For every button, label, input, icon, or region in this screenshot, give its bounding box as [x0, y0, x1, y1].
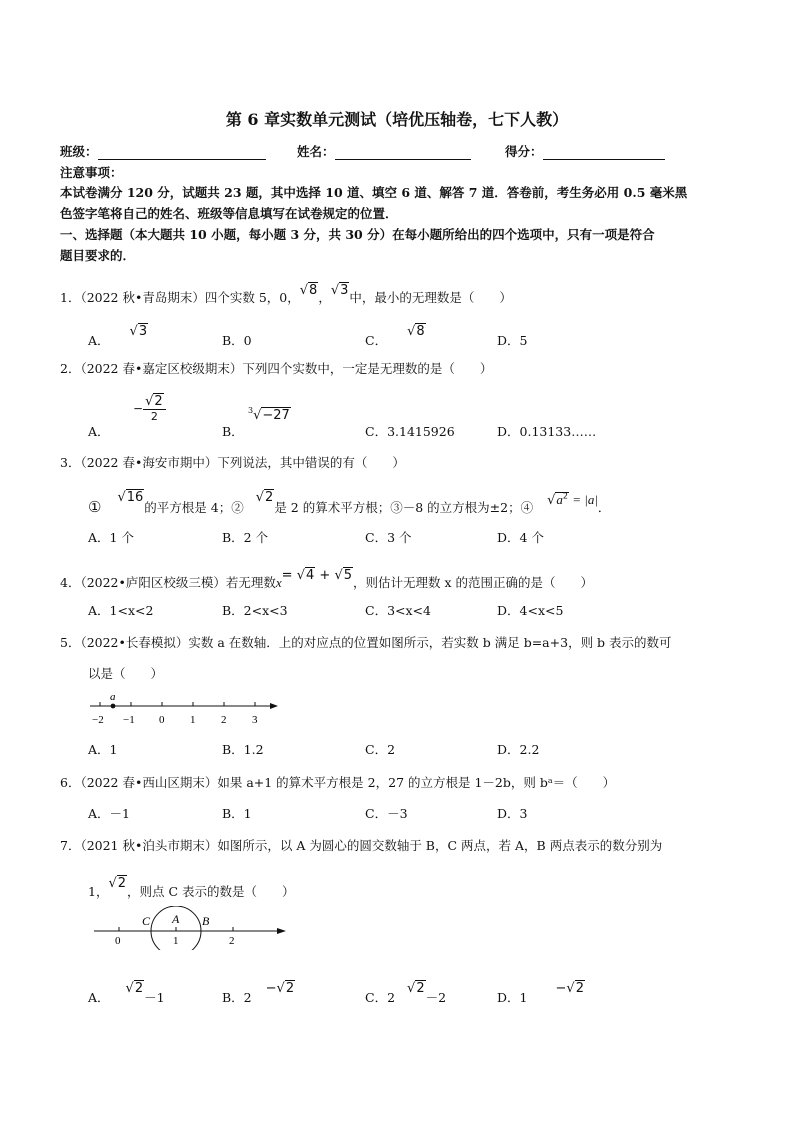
question-5-line-2: 以是（ ） [88, 666, 164, 681]
q5-point-label: a [110, 691, 116, 703]
question-3-stem: 3．（2022 春•海安市期中）下列说法，其中错误的有（ ） [60, 455, 405, 470]
q7-circle-figure [88, 906, 293, 950]
q6-option-b[interactable]: B．1 [222, 806, 252, 821]
q5-option-b[interactable]: B．1.2 [222, 742, 264, 757]
question-4-stem: 4．（2022•庐阳区校级三模）若无理数x= √4 + √5，则估计无理数 x 的范围正确的是（ ） [60, 568, 594, 590]
q1-option-a[interactable]: A．√3 [88, 324, 148, 348]
q3-option-c[interactable]: C．3 个 [365, 530, 412, 545]
q5-tick-label: 3 [252, 714, 258, 726]
q1-separator: ， [318, 290, 331, 305]
class-label: 班级： [60, 144, 98, 159]
notice-line-2: 色签字笔将自己的姓名、班级等信息填写在试卷规定的位置． [60, 206, 398, 221]
q6-option-c[interactable]: C．－3 [365, 806, 408, 821]
q1-sqrt3: √3 [330, 283, 349, 298]
q7-label-b: B [202, 914, 210, 928]
notice-heading: 注意事项： [60, 165, 123, 180]
class-blank[interactable] [98, 145, 266, 160]
q7-option-c[interactable]: C．2√2－2 [365, 981, 447, 1005]
q5-tick-label: 2 [221, 714, 227, 726]
q1-option-c[interactable]: C．√8 [365, 324, 425, 348]
notice-line-1: 本试卷满分 120 分，试题共 23 题，其中选择 10 道、填空 6 道、解答 7 道．答卷前，考生务必用 0.5 毫米黑 [60, 185, 688, 200]
score-label: 得分： [505, 144, 543, 159]
q6-option-d[interactable]: D．3 [497, 806, 528, 821]
q7-sqrt2: √2 [108, 876, 127, 891]
class-field[interactable] [60, 142, 266, 160]
q5-tick-label: −1 [123, 714, 135, 726]
question-7-line-2: 1，√2，则点 C 表示的数是（ ） [88, 876, 295, 899]
q4-option-b[interactable]: B．2<x<3 [222, 603, 288, 618]
q2-option-a[interactable]: A． [88, 424, 110, 439]
q3-sqrt2: √2 [255, 490, 274, 505]
q2-option-b[interactable]: B． [222, 424, 244, 439]
q2-option-b-cuberoot: $^3$√−27 [248, 406, 290, 423]
q3-option-a[interactable]: A．1 个 [88, 530, 134, 545]
question-2-stem: 2．（2022 春•嘉定区校级期末）下列四个实数中，一定是无理数的是（ ） [60, 361, 493, 376]
q2-option-a-frac: − $\frac{√2}{2}$ [133, 394, 166, 423]
name-blank[interactable] [335, 145, 471, 160]
section-heading-line-1: 一、选择题（本大题共 10 小题，每小题 3 分，共 30 分）在每小题所给出的四个选项中，只有一项是符合 [60, 227, 655, 242]
q7-label-a: A [172, 912, 180, 926]
name-label: 姓名： [297, 144, 335, 159]
q7-label-c: C [142, 914, 151, 928]
q4-expression: = √4 + √5 [281, 568, 353, 583]
q7-option-d[interactable]: D．1−√2 [497, 981, 584, 1005]
score-field[interactable] [505, 142, 665, 160]
q3-sqrt-a-squared: $√a^2 = |a|$ [547, 491, 598, 508]
q3-option-b[interactable]: B．2 个 [222, 530, 269, 545]
q5-option-c[interactable]: C．2 [365, 742, 396, 757]
q4-option-d[interactable]: D．4<x<5 [497, 603, 564, 618]
q5-number-line [86, 688, 286, 728]
q2-option-c[interactable]: C．3.1415926 [365, 424, 455, 439]
q5-option-d[interactable]: D．2.2 [497, 742, 540, 757]
score-blank[interactable] [543, 145, 665, 160]
q1-stem-start: 1．（2022 秋•青岛期末）四个实数 5，0， [60, 290, 300, 305]
q7-tick-2: 2 [229, 935, 235, 947]
q1-sqrt8: √8 [299, 283, 318, 298]
q5-tick-label: −2 [92, 714, 104, 726]
q3-option-d[interactable]: D．4 个 [497, 530, 544, 545]
q7-tick-0: 0 [115, 935, 121, 947]
page-title: 第 6 章实数单元测试（培优压轴卷，七下人教） [225, 110, 569, 129]
question-7-line-1: 7．（2021 秋•泊头市期末）如图所示，以 A 为圆心的圆交数轴于 B，C 两点，若 A，B 两点表示的数分别为 [60, 838, 663, 853]
question-5-line-1: 5．（2022•长春模拟）实数 a 在数轴．上的对应点的位置如图所示，若实数 b 满足 b=a+3，则 b 表示的数可 [60, 635, 672, 650]
name-field[interactable] [297, 142, 471, 160]
q3-statements: ①√16的平方根是 4；②√2是 2 的算术平方根；③－8 的立方根为±2；④ $√a^2 = |a|$． [88, 490, 611, 516]
q5-tick-label: 0 [159, 714, 165, 726]
q5-point-a [111, 704, 116, 709]
question-6-stem: 6．（2022 春•西山区期末）如果 a+1 的算术平方根是 2，27 的立方根是 1－2b，则 bᵃ＝（ ） [60, 775, 616, 790]
q2-option-d[interactable]: D．0.13133…… [497, 424, 597, 439]
q4-option-a[interactable]: A．1<x<2 [88, 603, 154, 618]
q5-tick-label: 1 [190, 714, 196, 726]
q7-option-a[interactable]: A．√2－1 [88, 981, 165, 1005]
q3-sqrt16: √16 [117, 490, 144, 505]
q1-option-c-sqrt: √8 [407, 324, 425, 339]
q7-option-b[interactable]: B．2−√2 [222, 981, 295, 1005]
q6-option-a[interactable]: A．－1 [88, 806, 130, 821]
q1-option-b[interactable]: B．0 [222, 333, 252, 348]
question-1-stem [60, 283, 512, 306]
q7-tick-1: 1 [173, 935, 179, 947]
q1-stem-end: 中，最小的无理数是（ ） [349, 290, 512, 305]
q1-option-a-sqrt: √3 [129, 324, 148, 339]
q1-option-d[interactable]: D．5 [497, 333, 528, 348]
q5-option-a[interactable]: A．1 [88, 742, 118, 757]
q4-option-c[interactable]: C．3<x<4 [365, 603, 431, 618]
section-heading-line-2: 题目要求的． [60, 248, 136, 263]
